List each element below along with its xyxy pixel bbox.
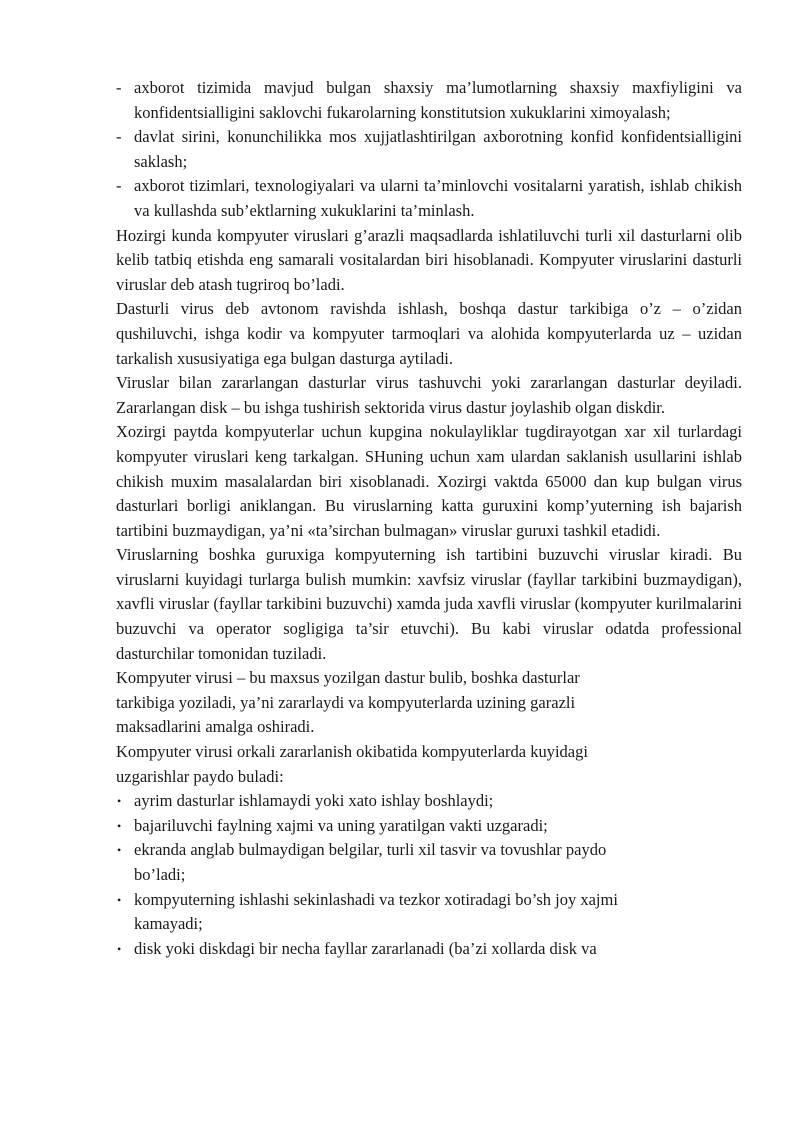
bullet-list-item	[116, 814, 742, 839]
paragraph-virus-groups: Viruslarning boshka guruxiga kompyuterning ish tartibini buzuvchi viruslar kiradi. Bu viruslarni kuyidagi turlarga bulish mumkin: xavfsiz viruslar (fayllar tarkibini buzmaydigan), xavfli viruslar (fayllar tarkibini buzuvchi) xamda juda xavfli viruslar (kompyuter kurilmalarini buzuvchi va operator sogligiga ta’sir etuvchi). Bu kabi viruslar odatda professional dasturchilar tomonidan tuziladi.	[116, 545, 742, 663]
bullet-item-text: kompyuterning ishlashi sekinlashadi va tezkor xotiradagi bo’sh joy xajmi	[134, 889, 618, 909]
dash-list-item	[116, 76, 742, 125]
paragraph-viruses-intro: Hozirgi kunda kompyuter viruslari g’arazli maqsadlarda ishlatiluvchi turli xil dasturlarni olib kelib tatbiq etishda eng samarali vositalardan biri hisoblanadi. Kompyuter viruslarini dasturli viruslar deb atash tugriroq bo’ladi.	[116, 225, 742, 294]
bullet-item-text: bajariluvchi faylning xajmi va uning yaratilgan vakti uzgaradi;	[134, 815, 548, 835]
bullet-marker: •	[117, 843, 122, 858]
bullet-list-item	[116, 838, 742, 887]
dash-item-text: davlat sirini, konunchilikka mos xujjatlashtirilgan axborotning konfid konfidentsialligini saklash;	[134, 127, 742, 171]
text-line: Kompyuter virusi orkali zararlanish okibatida kompyuterlarda kuyidagi	[116, 742, 588, 762]
bullet-list-item	[116, 888, 742, 937]
dash-list-item	[116, 125, 742, 174]
bullet-list-item	[116, 937, 742, 962]
document-body	[116, 76, 742, 961]
text-line: Kompyuter virusi – bu maxsus yozilgan dastur bulib, boshka dasturlar	[116, 668, 580, 688]
bullet-marker: •	[117, 941, 122, 956]
dash-marker: -	[116, 78, 122, 97]
bullet-item-text: disk yoki diskdagi bir necha fayllar zararlanadi (ba’zi xollarda disk va	[134, 938, 597, 958]
bullet-marker: •	[117, 892, 122, 907]
bullet-item-text: ayrim dasturlar ishlamaydi yoki xato ishlay boshlaydi;	[134, 791, 494, 811]
text-line: uzgarishlar paydo buladi:	[116, 766, 284, 786]
bullet-list	[116, 789, 742, 961]
bullet-marker: •	[117, 818, 122, 833]
bullet-list-item	[116, 789, 742, 814]
bullet-marker: •	[117, 794, 122, 809]
dash-marker: -	[116, 176, 122, 196]
dash-list	[116, 76, 742, 224]
paragraph-infected-programs: Viruslar bilan zararlangan dasturlar virus tashuvchi yoki zararlangan dasturlar deyiladi. Zararlangan disk – bu ishga tushirish sektorida virus dastur joylashib olgan diskdir.	[116, 373, 742, 417]
text-line: maksadlarini amalga oshiradi.	[116, 717, 315, 737]
bullet-item-text: bo’ladi;	[134, 865, 186, 884]
paragraph-virus-spread: Xozirgi paytda kompyuterlar uchun kupgina nokulayliklar tugdirayotgan xar xil turlardagi kompyuter viruslari keng tarkalgan. SHuning uchun xam ulardan saklanish usullarini ishlab chikish muxim masalalardan biri xisoblanadi. Xozirgi vaktda 65000 dan kup bulgan virus dasturlari borligi aniklangan. Bu viruslarning katta guruxini komp’yuterning ish bajarish tartibini buzmaydigan, ya’ni «ta’sirchan bulmagan» viruslar guruxi tashkil etadidi.	[116, 422, 742, 540]
dash-item-text: axborot tizimlari, texnologiyalari va ularni ta’minlovchi vositalarni yaratish, ishlab chikish va kullashda sub’ektlarning xukuklarini ta’minlash.	[134, 176, 742, 220]
bullet-item-text: kamayadi;	[134, 914, 203, 934]
dash-marker: -	[116, 127, 122, 147]
paragraph-computer-virus-definition	[116, 666, 742, 740]
dash-list-item	[116, 174, 742, 223]
paragraph-virus-definition: Dasturli virus deb avtonom ravishda ishlash, boshqa dastur tarkibiga o’z – o’zidan qushiluvchi, ishga kodir va kompyuter tarmoqlari va alohida kompyuterlarda uz – uzidan tarkalish xususiyatiga ega bulgan dasturga aytiladi.	[116, 299, 742, 368]
paragraph-infection-consequences	[116, 740, 742, 789]
bullet-item-text: ekranda anglab bulmaydigan belgilar, turli xil tasvir va tovushlar paydo	[134, 840, 607, 860]
dash-item-text: axborot tizimida mavjud bulgan shaxsiy ma’lumotlarning shaxsiy maxfiyligini va konfidentsialligini saklovchi fukarolarning konstitutsion xukuklarini ximoyalash;	[134, 78, 742, 122]
text-line: tarkibiga yoziladi, ya’ni zararlaydi va kompyuterlarda uzining garazli	[116, 692, 576, 712]
